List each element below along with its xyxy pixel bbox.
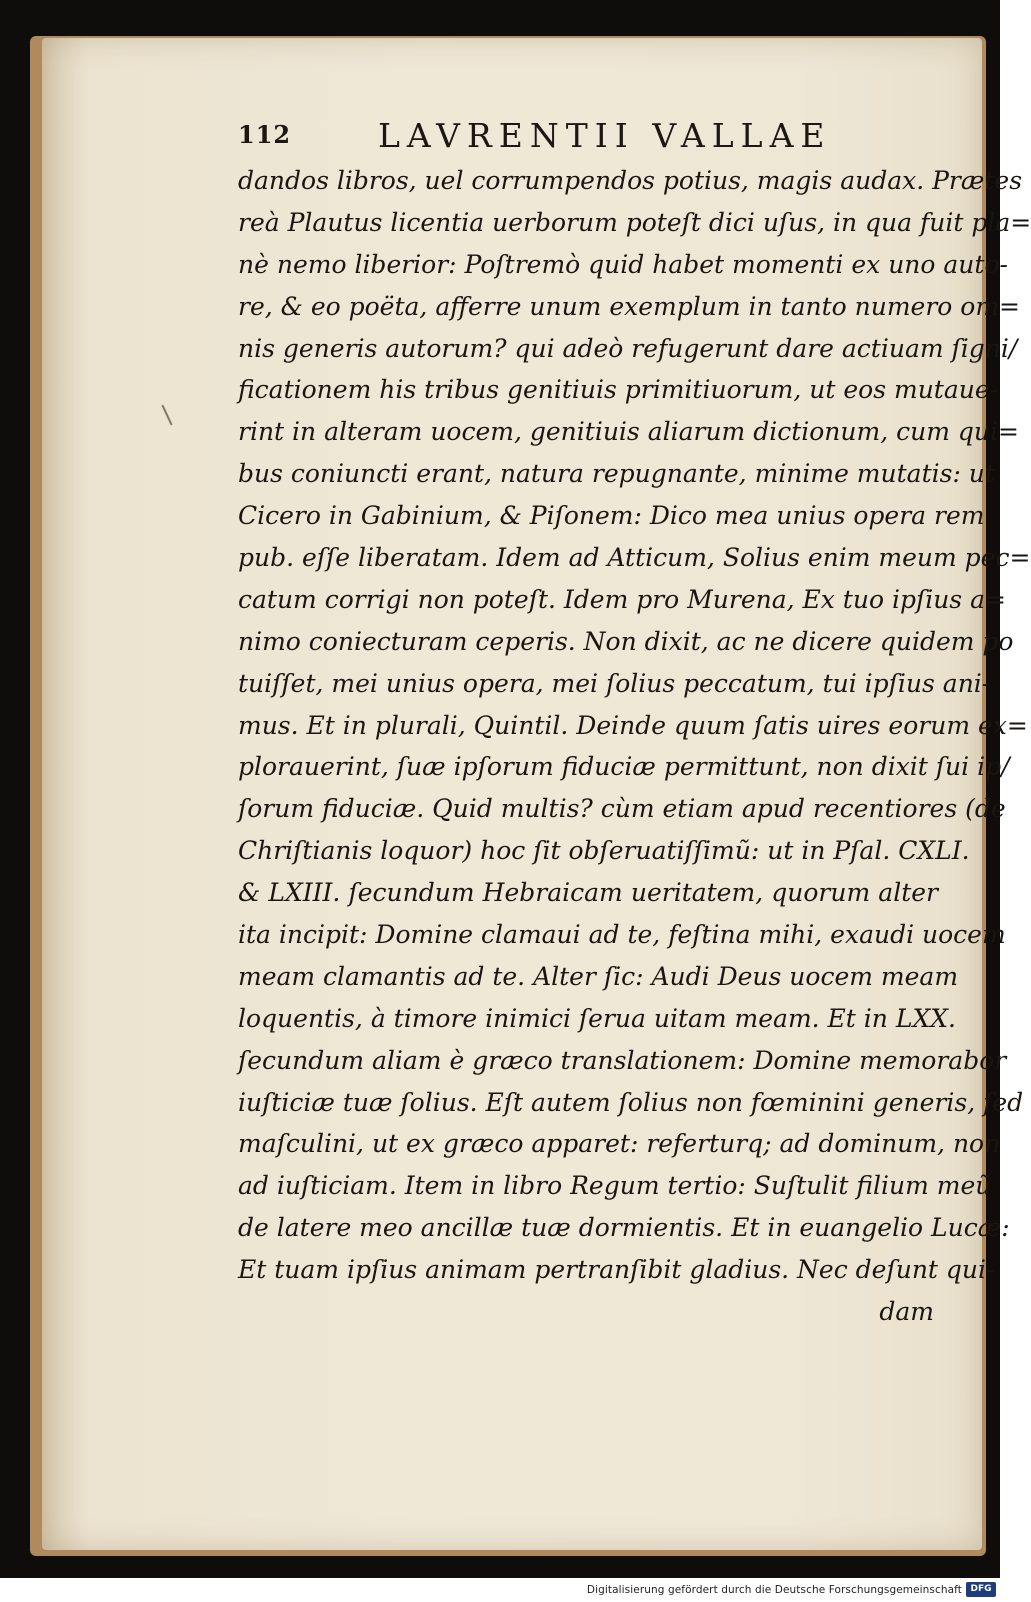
text-line: reà Plautus licentia uerborum poteſt dici uſus, in qua fuit pla= (238, 207, 1031, 237)
text-line: de latere meo ancillæ tuæ dormientis. Et in euangelio Lucæ: (238, 1213, 1010, 1243)
text-line: rint in alteram uocem, genitiuis aliarum dictionum, cum qui= (238, 417, 1019, 447)
text-line: Chriſtianis loquor) hoc ſit obſeruatiſſimũ: ut in Pſal. CXLI. (238, 836, 970, 866)
text-line: iuſticiæ tuæ ſolius. Eſt autem ſolius non fœminini generis, ſed (238, 1087, 1024, 1117)
running-head (238, 114, 858, 154)
text-line: nis generis autorum? qui adeò refugerunt dare actiuam ſigni/ (238, 333, 1018, 363)
text-line: catum corrigi non poteſt. Idem pro Murena, Ex tuo ipſius a= (238, 584, 1006, 614)
text-line: ſorum fiduciæ. Quid multis? cùm etiam apud recentiores (de (238, 794, 1006, 824)
text-line: nimo coniecturam ceperis. Non dixit, ac ne dicere quidem po (238, 626, 1014, 656)
page-number: 112 (238, 120, 292, 149)
text-line: dandos libros, uel corrumpendos potius, magis audax. Prætes (238, 166, 1023, 195)
ink-mark (161, 405, 172, 426)
text-line: ad iuſticiam. Item in libro Regum tertio: Suſtulit filium meũ (238, 1171, 992, 1201)
text-line: & LXIII. ſecundum Hebraicam ueritatem, quorum alter (238, 878, 938, 908)
text-line: maſculini, ut ex græco apparet: referturq; ad dominum, non (238, 1129, 1001, 1159)
catchword: dam (879, 1297, 934, 1327)
text-line: ita incipit: Domine clamaui ad te, feſtina mihi, exaudi uocem (238, 920, 1006, 950)
text-line: mus. Et in plurali, Quintil. Deinde quum ſatis uires eorum ex= (238, 710, 1028, 740)
text-line: nè nemo liberior: Poſtremò quid habet momenti ex uno auto- (238, 249, 1008, 279)
running-title: LAVRENTII VALLAE (378, 116, 832, 155)
text-line: pub. eſſe liberatam. Idem ad Atticum, Solius enim meum pec= (238, 543, 1031, 573)
text-line: Cicero in Gabinium, & Piſonem: Dico mea unius opera rem (238, 501, 985, 531)
text-block (238, 160, 1031, 1333)
text-line: meam clamantis ad te. Alter ſic: Audi Deus uocem meam (238, 961, 959, 991)
text-line: bus coniuncti erant, natura repugnante, minime mutatis: ut (238, 459, 995, 489)
text-line: loquentis, à timore inimici ſerua uitam meam. Et in LXX. (238, 1003, 956, 1033)
text-line: tuiſſet, mei unius opera, mei ſolius peccatum, tui ipſius ani- (238, 668, 991, 698)
digitization-footer (0, 1578, 1000, 1602)
text-line: re, & eo poëta, afferre unum exemplum in tanto numero om= (238, 291, 1020, 321)
dfg-logo: DFG (966, 1582, 996, 1597)
funding-credit: Digitalisierung gefördert durch die Deutsche Forschungsgemeinschaft (586, 1584, 962, 1596)
text-line: plorauerint, ſuæ ipſorum fiduciæ permittunt, non dixit ſui ip/ (238, 752, 1010, 782)
text-line: ficationem his tribus genitiuis primitiuorum, ut eos mutaue- (238, 375, 999, 405)
text-line: ſecundum aliam è græco translationem: Domine memorabor (238, 1045, 1007, 1075)
text-line: Et tuam ipſius animam pertranſibit gladius. Nec deſunt qui- (238, 1255, 995, 1285)
